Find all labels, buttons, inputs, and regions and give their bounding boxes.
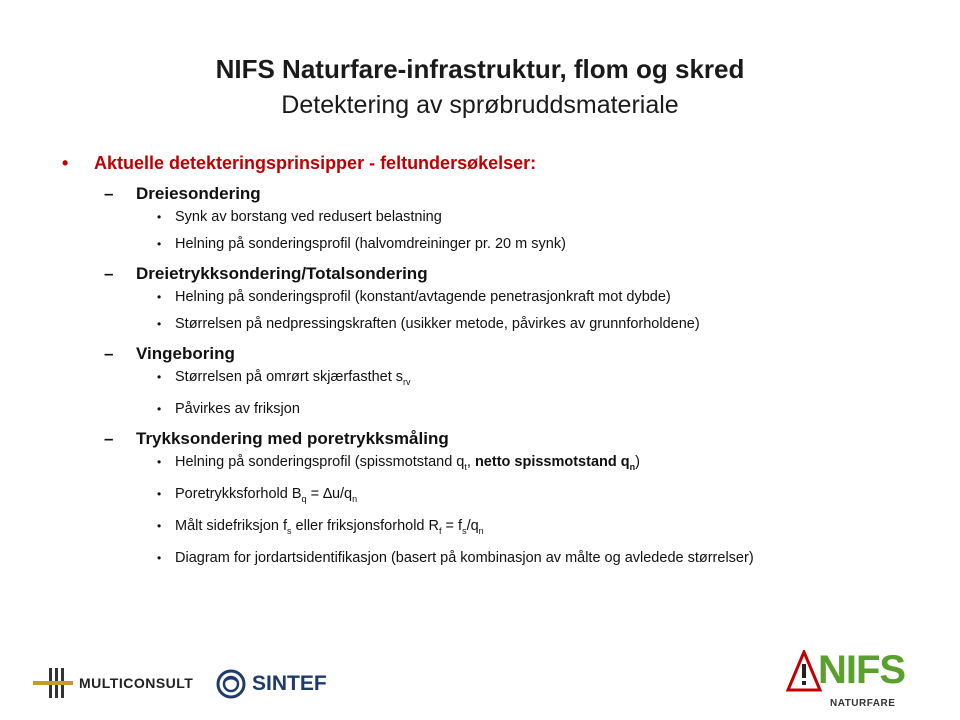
list-item: • Synk av borstang ved redusert belastning xyxy=(157,209,442,225)
title-line-2: Detektering av sprøbruddsmateriale xyxy=(281,91,679,119)
nifs-wordmark: NIFS xyxy=(818,648,906,692)
list-item: • Poretrykksforhold $B_q = \Delta u/q_n$ xyxy=(157,485,358,504)
sintef-emblem-icon xyxy=(216,668,246,700)
slide-title xyxy=(0,50,960,122)
multiconsult-logo xyxy=(33,668,213,698)
list-item: • Helning på sonderingsprofil (halvomdreininger pr. 20 m synk) xyxy=(157,236,566,252)
nifs-subtitle: NATURFARE xyxy=(830,698,896,709)
sintef-wordmark: SINTEF xyxy=(252,672,327,695)
list-item: • Helning på sonderingsprofil (spissmotstand $q_t$, netto spissmotstand $q_n$) xyxy=(157,453,640,472)
list-item: • Målt sidefriksjon $f_s$ eller friksjonsforhold $R_f = f_s/q_n$ xyxy=(157,517,484,536)
section-heading: – Vingeboring xyxy=(104,344,235,363)
footer-logos xyxy=(0,640,960,720)
sintef-logo xyxy=(216,668,346,700)
main-bullet-text: Aktuelle detekteringsprinsipper - feltundersøkelser: xyxy=(94,153,537,173)
list-item: • Diagram for jordartsidentifikasjon (basert på kombinasjon av målte og avledede størrelser) xyxy=(157,549,754,566)
list-item: • Påvirkes av friksjon xyxy=(157,400,300,417)
section-heading: – Dreiesondering xyxy=(104,184,261,203)
main-bullet xyxy=(60,150,920,176)
title-line-1: NIFS Naturfare-infrastruktur, flom og skred xyxy=(215,54,745,84)
multiconsult-wordmark: MULTICONSULT xyxy=(79,675,194,691)
nifs-logo xyxy=(786,648,916,718)
bullet-dot-icon: • xyxy=(62,153,69,173)
warning-triangle-icon xyxy=(786,650,822,694)
slide-content xyxy=(60,150,920,576)
section-heading: – Trykksondering med poretrykksmåling xyxy=(104,428,449,448)
list-item: • Helning på sonderingsprofil (konstant/avtagende penetrasjonkraft mot dybde) xyxy=(157,289,671,305)
list-item: • Størrelsen på nedpressingskraften (usikker metode, påvirkes av grunnforholdene) xyxy=(157,316,700,332)
multiconsult-bars-icon xyxy=(33,668,73,698)
list-item: • Størrelsen på omrørt skjærfasthet $s_{rv}$ xyxy=(157,369,411,387)
section-heading: – Dreietrykksondering/Totalsondering xyxy=(104,264,428,283)
